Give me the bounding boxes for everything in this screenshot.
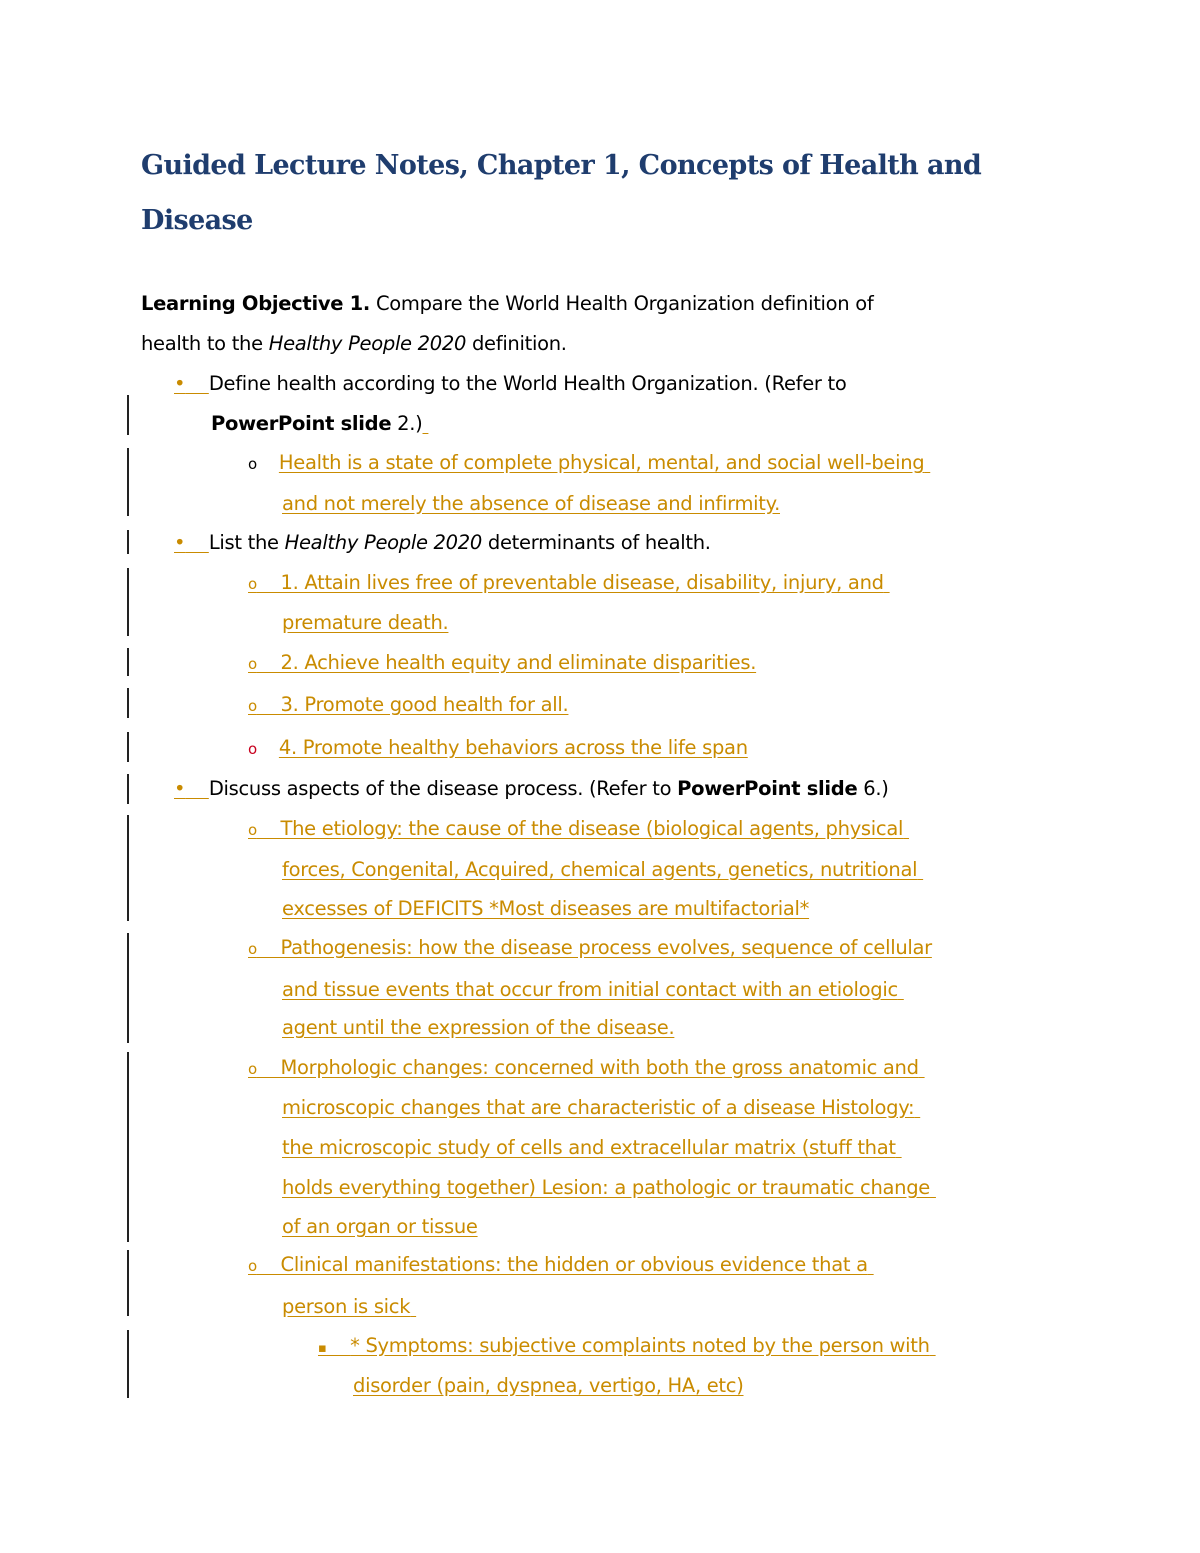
disease-aspect-item-cont: agent until the expression of the disease. bbox=[282, 1016, 675, 1039]
disease-aspect-item-cont: and tissue events that occur from initial contact with an etiologic bbox=[282, 978, 898, 1001]
disease-aspect-item-cont: microscopic changes that are characteristic of a disease Histology: bbox=[282, 1096, 915, 1119]
bullet-marker: • bbox=[174, 372, 186, 395]
bullet-marker: • bbox=[174, 531, 186, 554]
disease-aspect-item-cont: the microscopic study of cells and extracellular matrix (stuff that bbox=[282, 1136, 896, 1159]
change-bar bbox=[127, 648, 129, 676]
change-bar bbox=[127, 1052, 129, 1242]
disease-aspect-item-cont: forces, Congenital, Acquired, chemical agents, genetics, nutritional bbox=[282, 858, 918, 881]
determinant-item: o 4. Promote healthy behaviors across the life span bbox=[248, 736, 748, 759]
change-bar bbox=[127, 448, 129, 516]
change-bar bbox=[127, 1330, 129, 1398]
disease-aspect-item-cont: holds everything together) Lesion: a pathologic or traumatic change bbox=[282, 1176, 931, 1199]
bullet-who-definition: • Define health according to the World Health Organization. (Refer to bbox=[174, 372, 847, 395]
change-bar bbox=[127, 395, 129, 435]
change-bar bbox=[127, 933, 129, 1043]
determinant-item: o 1. Attain lives free of preventable disease, disability, injury, and bbox=[248, 571, 884, 594]
powerpoint-ref: PowerPoint slide bbox=[211, 412, 392, 435]
disease-aspect-item-cont: of an organ or tissue bbox=[282, 1215, 478, 1238]
learning-objective-line-1: Learning Objective 1. Compare the World Health Organization definition of bbox=[141, 292, 874, 315]
learning-objective-line-2: health to the Healthy People 2020 definition. bbox=[141, 332, 567, 355]
sub-item-who-definition-cont: and not merely the absence of disease and infirmity. bbox=[282, 492, 780, 515]
determinant-item: o 2. Achieve health equity and eliminate disparities. bbox=[248, 651, 757, 674]
learning-objective-label: Learning Objective 1. bbox=[141, 292, 371, 315]
bullet-who-definition-cont: PowerPoint slide 2.) bbox=[211, 412, 423, 435]
sub-item-who-definition: o Health is a state of complete physical, mental, and social well-being bbox=[248, 451, 925, 474]
change-bar bbox=[127, 815, 129, 921]
change-bar bbox=[127, 1250, 129, 1316]
symptoms-item-cont: disorder (pain, dyspnea, vertigo, HA, etc) bbox=[353, 1374, 744, 1397]
determinant-item-cont: premature death. bbox=[282, 611, 449, 634]
change-bar bbox=[127, 688, 129, 718]
change-bar bbox=[127, 530, 129, 554]
bullet-disease-process: • Discuss aspects of the disease process. (Refer to PowerPoint slide 6.) bbox=[174, 777, 889, 800]
change-bar bbox=[127, 732, 129, 762]
symptoms-item: ▪ * Symptoms: subjective complaints noted by the person with bbox=[318, 1334, 930, 1357]
change-bar bbox=[127, 568, 129, 636]
change-bar bbox=[127, 774, 129, 804]
powerpoint-ref: PowerPoint slide bbox=[677, 777, 858, 800]
determinant-item: o 3. Promote good health for all. bbox=[248, 693, 569, 716]
page-title: Guided Lecture Notes, Chapter 1, Concepts of Health and Disease bbox=[141, 150, 982, 236]
sub-marker: o bbox=[248, 455, 257, 473]
bullet-marker: • bbox=[174, 777, 186, 800]
disease-aspect-item: o The etiology: the cause of the disease (biological agents, physical bbox=[248, 817, 904, 840]
bullet-hp2020-determinants: • List the Healthy People 2020 determinants of health. bbox=[174, 531, 711, 554]
disease-aspect-item: o Morphologic changes: concerned with both the gross anatomic and bbox=[248, 1056, 919, 1079]
disease-aspect-item-cont: excesses of DEFICITS *Most diseases are multifactorial* bbox=[282, 897, 810, 920]
disease-aspect-item-cont: person is sick bbox=[282, 1295, 411, 1318]
disease-aspect-item: o Pathogenesis: how the disease process evolves, sequence of cellular bbox=[248, 936, 932, 959]
disease-aspect-item: o Clinical manifestations: the hidden or obvious evidence that a bbox=[248, 1253, 868, 1276]
